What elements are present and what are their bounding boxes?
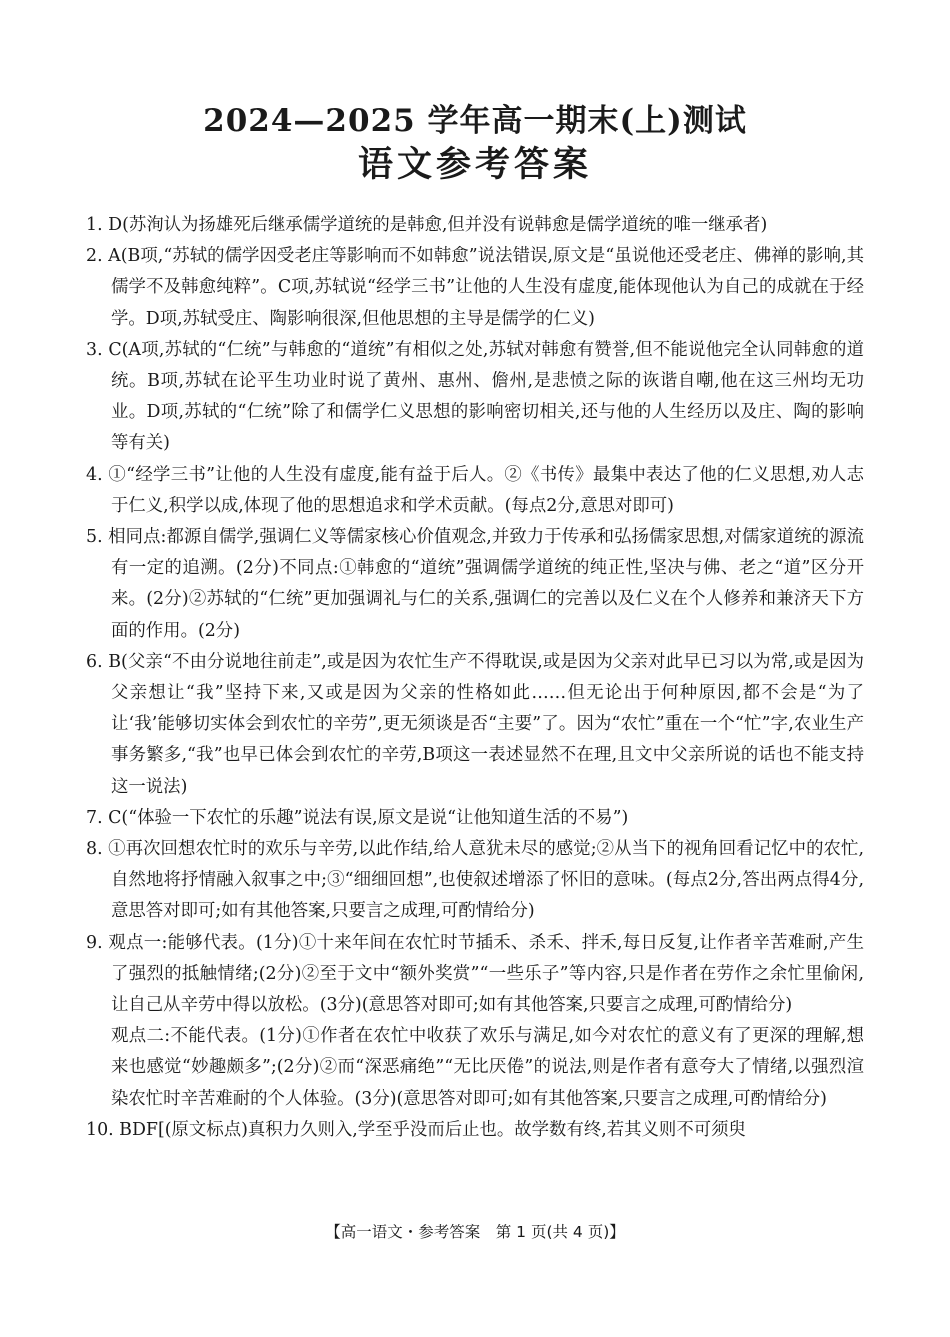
answer-item-9: 9. 观点一:能够代表。(1分)①十来年间在农忙时节插禾、杀禾、拌禾,每日反复,让作者辛苦难耐,产生了强烈的抵触情绪;(2分)②至于文中“额外奖赏”“一些乐子”等内容,只是作者在劳作之余忙里偷闲,让自己从辛劳中得以放松。(3分)(意思答对即可;如有其他答案,只要言之成理,可酌情给分) [86,932,864,1016]
answer-item-9-view-2: 观点二:不能代表。(1分)①作者在农忙中收获了欢乐与满足,如今对农忙的意义有了更深的理解,想来也感觉“妙趣颇多”;(2分)②而“深恶痛绝”“无比厌倦”的说法,则是作者有意夸大了情绪,以强烈渲染农忙时辛苦难耐的个人体验。(3分)(意思答对即可;如有其他答案,只要言之成理,可酌情给分) [111,1026,864,1109]
answer-item-1: 1. D(苏洵认为扬雄死后继承儒学道统的是韩愈,但并没有说韩愈是儒学道统的唯一继承者) [86,215,768,235]
answer-item-4: 4. ①“经学三书”让他的人生没有虚度,能有益于后人。②《书传》最集中表达了他的仁义思想,劝人志于仁义,积学以成,体现了他的思想追求和学术贡献。(每点2分,意思对即可) [86,464,864,516]
answer-item-5: 5. 相同点:都源自儒学,强调仁义等儒家核心价值观念,并致力于传承和弘扬儒家思想,对儒家道统的源流有一定的追溯。(2分)不同点:①韩愈的“道统”强调儒学道统的纯正性,坚决与佛、老之“道”区分开来。(2分)②苏轼的“仁统”更加强调礼与仁的关系,强调仁的完善以及仁义在个人修养和兼济天下方面的作用。(2分) [86,527,864,641]
answer-item-2: 2. A(B项,“苏轼的儒学因受老庄等影响而不如韩愈”说法错误,原文是“虽说他还受老庄、佛禅的影响,其儒学不及韩愈纯粹”。C项,苏轼说“经学三书”让他的人生没有虚度,能体现他认为自己的成就在于经学。D项,苏轼受庄、陶影响很深,但他思想的主导是儒学的仁义) [86,246,864,329]
answer-key-title: 语文参考答案 [357,144,592,185]
exam-title: 2024—2025 学年高一期末(上)测试 [203,103,747,139]
answer-item-10: 10. BDF[(原文标点)真积力久则入,学至乎没而后止也。故学数有终,若其义则不可须臾 [86,1119,746,1140]
answer-list [86,210,864,1146]
answer-item-7: 7. C(“体验一下农忙的乐趣”说法有误,原文是说“让他知道生活的不易”) [86,807,629,828]
answer-item-6: 6. B(父亲“不由分说地往前走”,或是因为农忙生产不得耽误,或是因为父亲对此早已习以为常,或是因为父亲想让“我”坚持下来,又或是因为父亲的性格如此……但无论出于何种原因,都不会是“为了让‘我’能够切实体会到农忙的辛劳”,更无须谈是否“主要”了。因为“农忙”重在一个“忙”字,农业生产事务繁多,“我”也早已体会到农忙的辛劳,B项这一表述显然不在理,且文中父亲所说的话也不能支持这一说法) [86,651,864,797]
page-footer: 【高一语文・参考答案 第 1 页(共 4 页)】 [325,1223,625,1241]
answer-item-3: 3. C(A项,苏轼的“仁统”与韩愈的“道统”有相似之处,苏轼对韩愈有赞誉,但不能说他完全认同韩愈的道统。B项,苏轼在论平生功业时说了黄州、惠州、儋州,是悲愤之际的诙谐自嘲,他在这三州均无功业。D项,苏轼的“仁统”除了和儒学仁义思想的影响密切相关,还与他的人生经历以及庄、陶的影响等有关) [86,339,864,454]
answer-item-8: 8. ①再次回想农忙时的欢乐与辛劳,以此作结,给人意犹未尽的感觉;②从当下的视角回看记忆中的农忙,自然地将抒情融入叙事之中;③“细细回想”,也使叙述增添了怀旧的意味。(每点2分,答出两点得4分,意思答对即可;如有其他答案,只要言之成理,可酌情给分) [86,839,864,922]
